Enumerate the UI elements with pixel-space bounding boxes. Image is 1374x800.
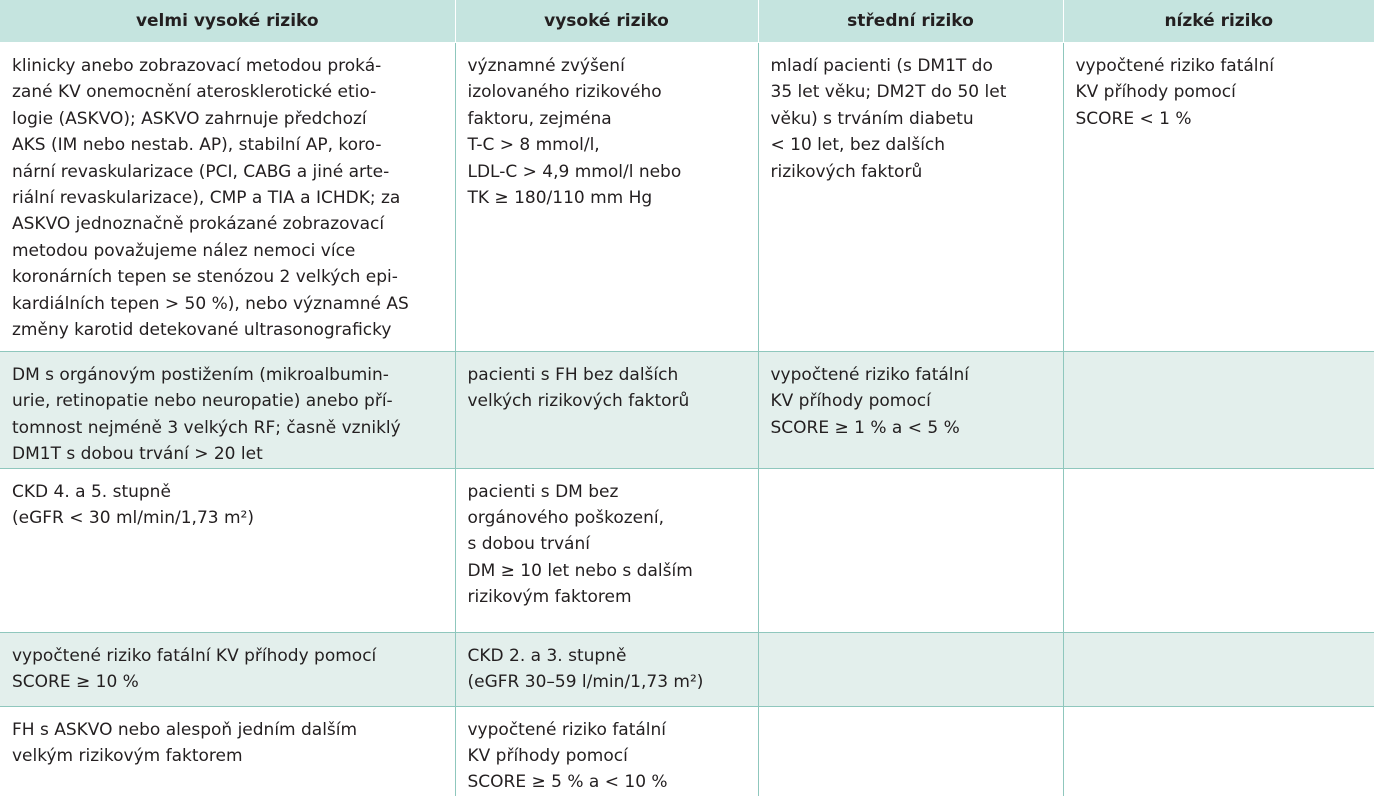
table-cell: FH s ASKVO nebo alespoň jedním dalším velkým rizikovým faktorem — [0, 706, 455, 796]
table-cell: vypočtené riziko fatální KV příhody pomocí SCORE ≥ 1 % a < 5 % — [758, 352, 1063, 469]
header-high-risk: vysoké riziko — [455, 0, 758, 43]
table-cell: mladí pacienti (s DM1T do 35 let věku; DM2T do 50 let věku) s trváním diabetu < 10 let, bez dalších rizikových faktorů — [758, 43, 1063, 352]
table-cell: vypočtené riziko fatální KV příhody pomocí SCORE ≥ 10 % — [0, 632, 455, 706]
header-very-high-risk: velmi vysoké riziko — [0, 0, 455, 43]
table-cell — [758, 706, 1063, 796]
table-cell: klinicky anebo zobrazovací metodou proká- zané KV onemocnění aterosklerotické etio- logie (ASKVO); ASKVO zahrnuje předchozí AKS (IM nebo nestab. AP), stabilní AP, koro- nární revaskularizace (PCI, CABG a jiné arte- riální revaskularizace), CMP a TIA a ICHDK; za ASKVO jednoznačně prokázané zobrazovací metodou považujeme nález nemoci více koronárních tepen se stenózou 2 velkých epi- kardiálních tepen > 50 %), nebo významné AS změny karotid detekované ultrasonograficky — [0, 43, 455, 352]
table-cell — [1063, 706, 1374, 796]
header-moderate-risk: střední riziko — [758, 0, 1063, 43]
table-cell: pacienti s FH bez dalších velkých rizikových faktorů — [455, 352, 758, 469]
table-cell: CKD 4. a 5. stupně (eGFR < 30 ml/min/1,73 m²) — [0, 468, 455, 632]
table-cell: vypočtené riziko fatální KV příhody pomocí SCORE < 1 % — [1063, 43, 1374, 352]
table-row — [0, 352, 1374, 469]
table-row — [0, 706, 1374, 796]
table-row — [0, 632, 1374, 706]
table-cell — [758, 632, 1063, 706]
table-cell: CKD 2. a 3. stupně (eGFR 30–59 l/min/1,73 m²) — [455, 632, 758, 706]
table-header-row — [0, 0, 1374, 43]
table-row — [0, 468, 1374, 632]
table-cell: vypočtené riziko fatální KV příhody pomocí SCORE ≥ 5 % a < 10 % — [455, 706, 758, 796]
table-cell — [1063, 352, 1374, 469]
table-row — [0, 43, 1374, 352]
table-cell — [758, 468, 1063, 632]
table-cell: DM s orgánovým postižením (mikroalbumin- urie, retinopatie nebo neuropatie) anebo pří- tomnost nejméně 3 velkých RF; časně vzniklý DM1T s dobou trvání > 20 let — [0, 352, 455, 469]
table-cell: pacienti s DM bez orgánového poškození, s dobou trvání DM ≥ 10 let nebo s dalším rizikovým faktorem — [455, 468, 758, 632]
table-cell — [1063, 632, 1374, 706]
table-cell: významné zvýšení izolovaného rizikového faktoru, zejména T-C > 8 mmol/l, LDL-C > 4,9 mmol/l nebo TK ≥ 180/110 mm Hg — [455, 43, 758, 352]
table-cell — [1063, 468, 1374, 632]
header-low-risk: nízké riziko — [1063, 0, 1374, 43]
